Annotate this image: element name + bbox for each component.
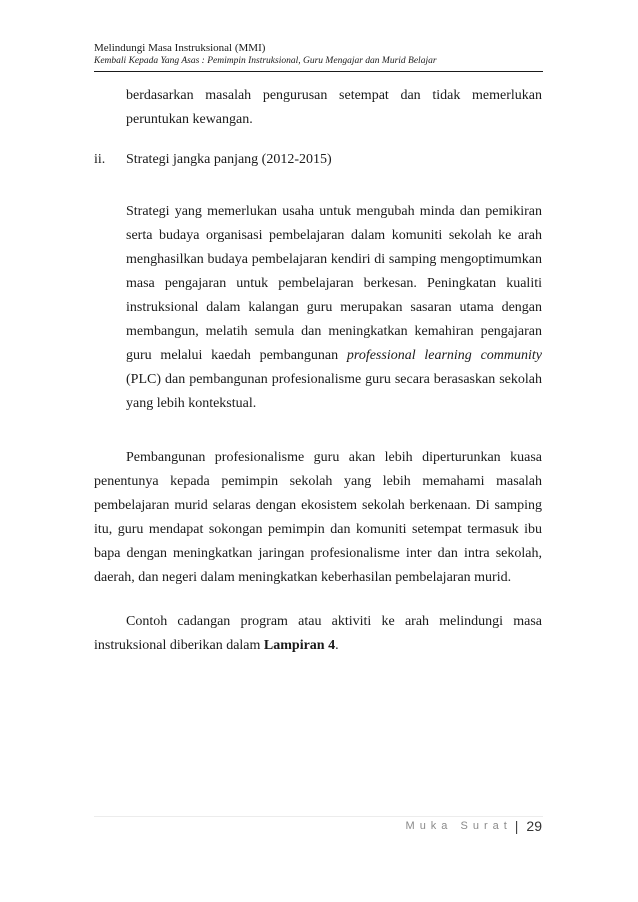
- page-number: 29: [526, 818, 542, 834]
- footer-label: Muka Surat: [405, 820, 512, 832]
- footer-rule: [94, 816, 543, 817]
- footer-separator: |: [514, 818, 519, 834]
- strategy-paragraph: [126, 200, 542, 416]
- plc-term: professional learning community: [346, 348, 542, 363]
- header-subtitle: Kembali Kepada Yang Asas : Pemimpin Instruksional, Guru Mengajar dan Murid Belajar: [94, 56, 437, 66]
- lampiran-paragraph: [94, 610, 542, 658]
- lampiran-reference: Lampiran 4: [263, 638, 336, 653]
- continuation-paragraph: berdasarkan masalah pengurusan setempat dan tidak memerlukan peruntukan kewangan.: [126, 88, 542, 127]
- list-label-ii: ii.: [94, 152, 106, 167]
- page-header: [94, 42, 543, 67]
- lampiran-text-after: .: [335, 638, 339, 653]
- strategy-text-before: Strategi yang memerlukan usaha untuk mengubah minda dan pemikiran serta budaya organisasi pembelajaran dalam komuniti sekolah ke arah menghasilkan budaya pembelajaran kendiri di samping mengoptimumkan masa pengajaran untuk pembelajaran berkesan. Peningkatan kualiti instruksional dalam kalangan guru merupakan sasaran utama dengan membangun, melatih semula dan meningkatkan kemahiran pengajaran guru melalui kaedah pembangunan: [126, 204, 542, 363]
- strategy-text-after: (PLC) dan pembangunan profesionalisme guru secara berasaskan sekolah yang lebih kontekstual.: [126, 372, 542, 411]
- page-footer: [406, 818, 542, 834]
- header-title: Melindungi Masa Instruksional (MMI): [94, 42, 266, 54]
- lampiran-text-before: Contoh cadangan program atau aktiviti ke arah melindungi masa instruksional diberikan dalam: [94, 614, 542, 653]
- profesionalisme-paragraph: Pembangunan profesionalisme guru akan lebih diperturunkan kuasa penentunya kepada pemimpin sekolah yang lebih memahami masalah pembelajaran murid selaras dengan ekosistem sekolah berkenaan. Di samping itu, guru mendapat sokongan pemimpin dan komuniti setempat termasuk ibu bapa dengan meningkatkan jaringan profesionalisme inter dan intra sekolah, daerah, dan negeri dalam meningkatkan keberhasilan pembelajaran murid.: [94, 450, 542, 585]
- header-rule: [94, 71, 543, 72]
- section-heading: Strategi jangka panjang (2012-2015): [126, 152, 332, 167]
